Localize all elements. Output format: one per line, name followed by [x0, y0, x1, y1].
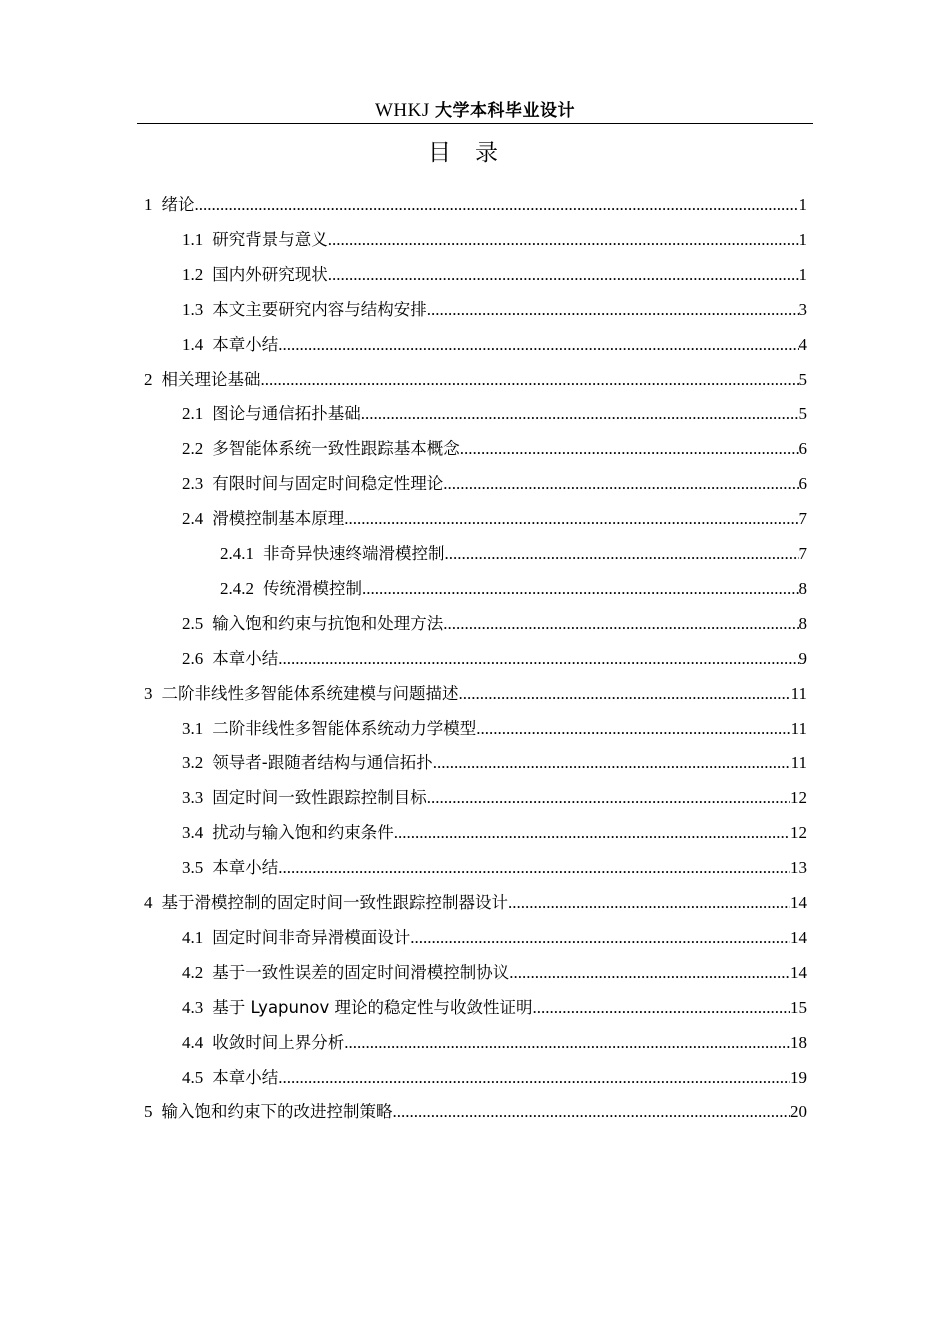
toc-entry[interactable] — [182, 1028, 807, 1058]
toc-dot-leader — [433, 748, 791, 778]
toc-entry-label: 基于一致性误差的固定时间滑模控制协议 — [212, 962, 510, 982]
toc-entry-number: 4.3 — [182, 997, 204, 1017]
toc-entry-number: 2 — [144, 369, 153, 389]
toc-entry-label: 领导者-跟随者结构与通信拓扑 — [212, 753, 433, 773]
toc-entry-label: 研究背景与意义 — [212, 229, 328, 249]
toc-entry-label: 基于滑模控制的固定时间一致性跟踪控制器设计 — [161, 893, 508, 912]
toc-entry[interactable] — [182, 330, 807, 360]
toc-entry[interactable] — [182, 923, 807, 953]
toc-entry[interactable] — [182, 1063, 807, 1093]
toc-entry-page-number: 9 — [798, 648, 807, 668]
toc-entry[interactable] — [182, 783, 807, 813]
toc-dot-leader — [509, 958, 790, 988]
toc-dot-leader — [427, 295, 799, 325]
toc-entry-label: 固定时间一致性跟踪控制目标 — [212, 788, 427, 808]
toc-entry-page-number: 15 — [790, 997, 807, 1017]
toc-dot-leader — [278, 1063, 790, 1093]
toc-entry-label: 固定时间非奇异滑模面设计 — [212, 927, 411, 947]
toc-entry-page-number: 7 — [798, 544, 807, 563]
toc-entry[interactable] — [182, 609, 807, 639]
toc-entry-label: 滑模控制基本原理 — [212, 509, 345, 529]
toc-entry[interactable] — [182, 714, 807, 744]
toc-entry-page-number: 6 — [798, 439, 807, 459]
toc-entry-number: 4.4 — [182, 1032, 204, 1052]
toc-entry-number: 1 — [144, 195, 153, 214]
toc-entry[interactable] — [182, 295, 807, 325]
toc-entry-label: 多智能体系统一致性跟踪基本概念 — [212, 439, 460, 459]
toc-entry-number: 2.3 — [182, 474, 204, 494]
toc-entry-number: 1.4 — [182, 334, 204, 354]
toc-entry[interactable] — [182, 818, 807, 848]
toc-entry-label: 本章小结 — [212, 648, 279, 668]
toc-entry-number: 1.3 — [182, 299, 204, 319]
toc-entry-number: 3.2 — [182, 753, 204, 773]
toc-entry-page-number: 1 — [798, 264, 807, 284]
toc-entry-page-number: 11 — [790, 683, 807, 703]
toc-entry-page-number: 5 — [798, 404, 807, 424]
toc-entry-page-number: 3 — [798, 299, 807, 319]
toc-dot-leader — [393, 1097, 791, 1127]
toc-entry-page-number: 14 — [790, 962, 807, 982]
toc-entry-label: 国内外研究现状 — [212, 264, 328, 284]
header-school-name: WHKJ — [374, 100, 430, 121]
toc-entry-number: 2.4.1 — [220, 544, 254, 563]
toc-dot-leader — [344, 1028, 790, 1058]
toc-entry-number: 3.4 — [182, 823, 204, 843]
toc-dot-leader — [476, 714, 790, 744]
toc-entry-number: 4.2 — [182, 962, 204, 982]
toc-dot-leader — [508, 888, 790, 918]
toc-entry[interactable] — [144, 190, 807, 220]
toc-entry[interactable] — [182, 399, 807, 429]
toc-entry-page-number: 12 — [790, 788, 807, 808]
toc-dot-leader — [278, 330, 798, 360]
toc-entry-number: 2.2 — [182, 439, 204, 459]
toc-entry-label: 本章小结 — [212, 334, 279, 354]
toc-dot-leader — [460, 434, 799, 464]
toc-entry-label: 有限时间与固定时间稳定性理论 — [212, 474, 444, 494]
toc-dot-leader — [362, 574, 799, 604]
toc-entry[interactable] — [182, 853, 807, 883]
toc-entry-number: 1.1 — [182, 229, 204, 249]
toc-entry-number: 3.3 — [182, 788, 204, 808]
toc-entry-label: 传统滑模控制 — [263, 578, 362, 598]
toc-entry-label: 非奇异快速终端滑模控制 — [263, 544, 445, 563]
header-document-type: 大学本科毕业设计 — [435, 101, 576, 121]
toc-entry[interactable] — [144, 1097, 807, 1127]
toc-entry[interactable] — [182, 748, 807, 778]
toc-entry[interactable] — [220, 574, 807, 604]
toc-entry-page-number: 13 — [790, 858, 807, 878]
toc-entry-page-number: 4 — [798, 334, 807, 354]
toc-entry-page-number: 14 — [790, 927, 807, 947]
toc-entry-label: 输入饱和约束与抗饱和处理方法 — [212, 613, 444, 633]
toc-entry[interactable] — [144, 679, 807, 709]
toc-entry-label: 本章小结 — [212, 1067, 279, 1087]
toc-dot-leader — [410, 923, 790, 953]
toc-dot-leader — [443, 609, 798, 639]
toc-dot-leader — [443, 469, 798, 499]
toc-entry-label: 相关理论基础 — [161, 369, 261, 389]
toc-dot-leader — [533, 993, 790, 1023]
toc-entry-page-number: 14 — [790, 893, 807, 912]
toc-dot-leader — [445, 539, 799, 569]
toc-entry-number: 1.2 — [182, 264, 204, 284]
toc-entry-page-number: 1 — [798, 229, 807, 249]
toc-entry-label: 收敛时间上界分析 — [212, 1032, 345, 1052]
toc-entry-page-number: 8 — [798, 578, 807, 598]
toc-entry[interactable] — [182, 469, 807, 499]
toc-entry-page-number: 1 — [798, 195, 807, 214]
toc-entry-page-number: 6 — [798, 474, 807, 494]
toc-dot-leader — [344, 504, 798, 534]
toc-entry-number: 3.1 — [182, 718, 204, 738]
toc-entry-page-number: 19 — [790, 1067, 807, 1087]
toc-entry-number: 5 — [144, 1102, 153, 1122]
toc-entry-label: 输入饱和约束下的改进控制策略 — [161, 1102, 393, 1122]
toc-entry-number: 2.4 — [182, 509, 204, 529]
toc-dot-leader — [195, 190, 799, 220]
toc-entry-number: 2.5 — [182, 613, 204, 633]
toc-entry-label: 图论与通信拓扑基础 — [212, 404, 361, 424]
toc-entry-page-number: 7 — [798, 509, 807, 529]
toc-entry-number: 3.5 — [182, 858, 204, 878]
toc-entry[interactable] — [182, 225, 807, 255]
toc-entry[interactable] — [182, 260, 807, 290]
toc-title: 目录 — [428, 140, 522, 166]
page-header — [137, 96, 813, 122]
toc-dot-leader — [278, 853, 790, 883]
toc-dot-leader — [459, 679, 791, 709]
toc-entry-label: 绪论 — [161, 195, 195, 214]
toc-entry-page-number: 8 — [798, 613, 807, 633]
toc-entry[interactable] — [144, 365, 807, 395]
toc-entry[interactable] — [182, 434, 807, 464]
toc-entry-label: 本章小结 — [212, 858, 279, 878]
toc-entry-label: 基于 Lyapunov 理论的稳定性与收敛性证明 — [212, 997, 533, 1017]
toc-entry-number: 4.5 — [182, 1067, 204, 1087]
toc-dot-leader — [427, 783, 790, 813]
toc-entry[interactable] — [182, 504, 807, 534]
toc-entry-label: 二阶非线性多智能体系统建模与问题描述 — [161, 683, 459, 703]
toc-entry-number: 4.1 — [182, 927, 204, 947]
toc-entry[interactable] — [220, 539, 807, 569]
toc-entry-page-number: 11 — [790, 718, 807, 738]
toc-dot-leader — [328, 225, 799, 255]
toc-entry-page-number: 20 — [790, 1102, 807, 1122]
toc-entry-number: 2.1 — [182, 404, 204, 424]
toc-entry-number: 4 — [144, 893, 153, 912]
toc-entry-number: 3 — [144, 683, 153, 703]
toc-entry-label: 二阶非线性多智能体系统动力学模型 — [212, 718, 477, 738]
toc-entry[interactable] — [182, 644, 807, 674]
toc-entry-number: 2.6 — [182, 648, 204, 668]
toc-entry[interactable] — [144, 888, 807, 918]
toc-dot-leader — [261, 365, 799, 395]
toc-dot-leader — [394, 818, 790, 848]
toc-entry-label: 扰动与输入饱和约束条件 — [212, 823, 394, 843]
toc-entry-label: 本文主要研究内容与结构安排 — [212, 299, 427, 319]
toc-entry[interactable] — [182, 958, 807, 988]
toc-entry-page-number: 11 — [790, 753, 807, 773]
toc-entry-page-number: 12 — [790, 823, 807, 843]
toc-entry-number: 2.4.2 — [220, 578, 254, 598]
toc-dot-leader — [328, 260, 799, 290]
toc-entry-page-number: 5 — [798, 369, 807, 389]
toc-dot-leader — [278, 644, 798, 674]
toc-entry-page-number: 18 — [790, 1032, 807, 1052]
toc-entry[interactable] — [182, 993, 807, 1023]
toc-dot-leader — [361, 399, 799, 429]
header-rule — [137, 123, 813, 124]
